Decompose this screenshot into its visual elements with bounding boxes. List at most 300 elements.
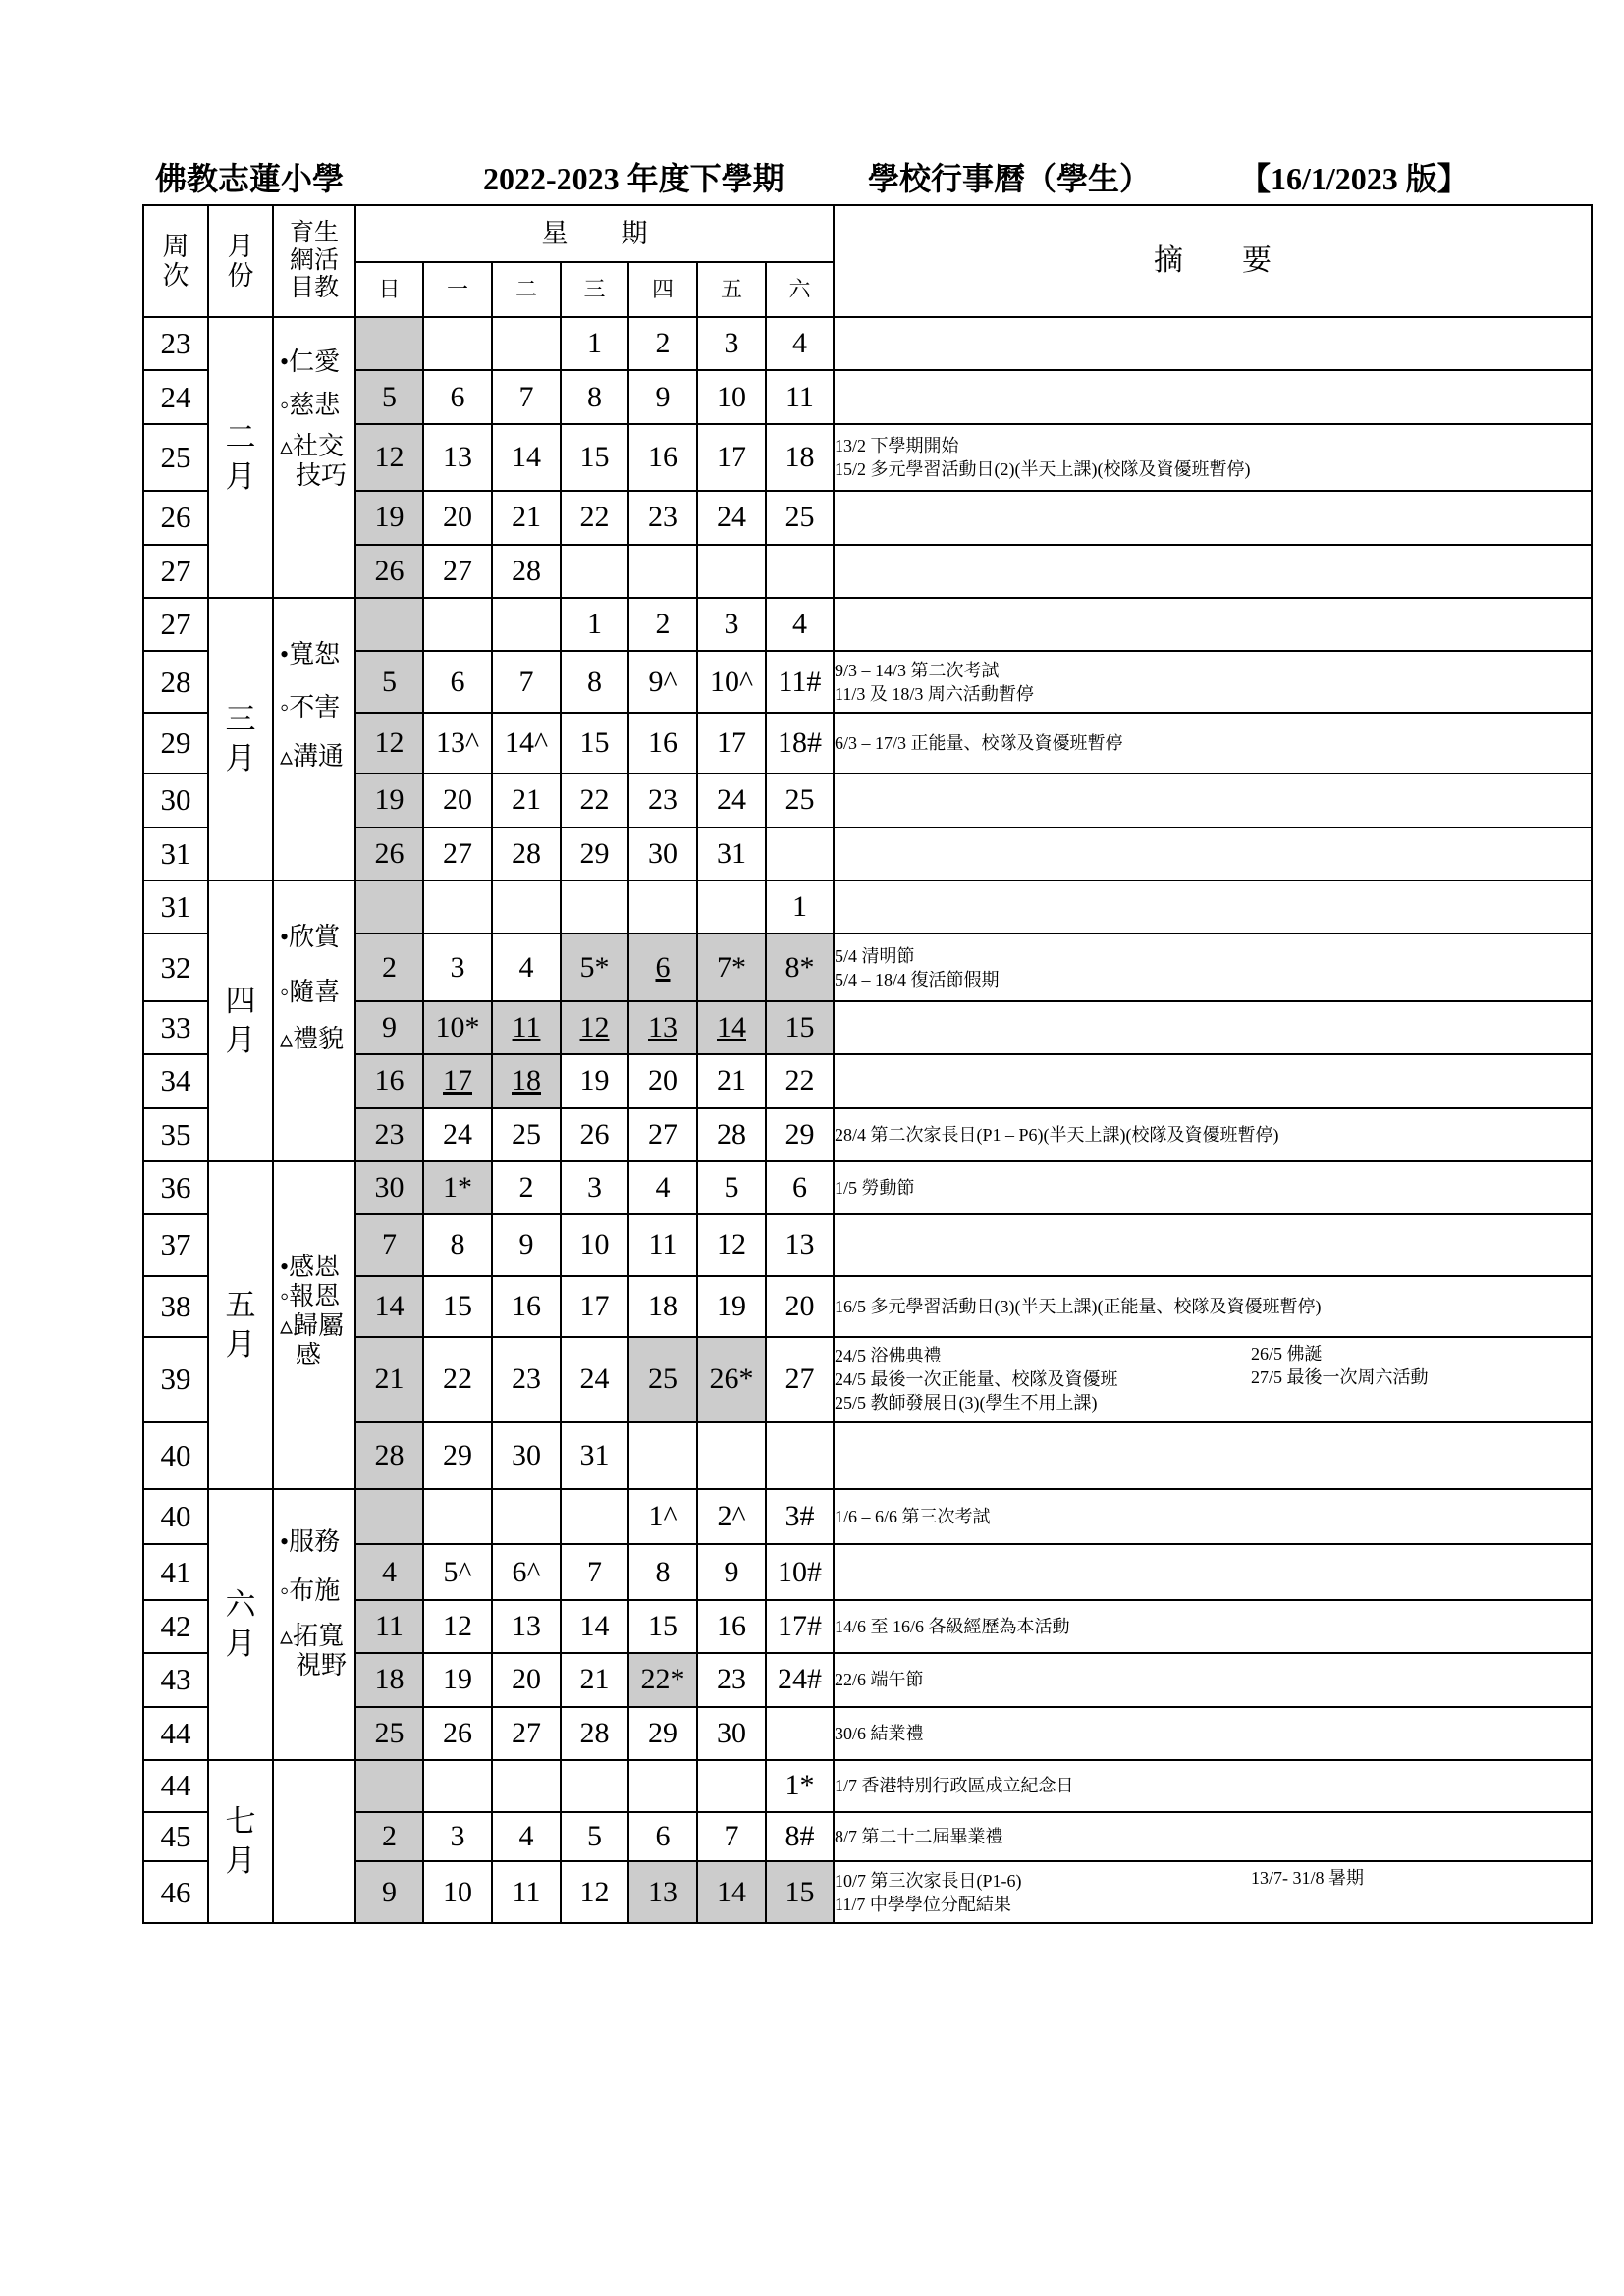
day-cell-thu <box>628 424 697 491</box>
day-header-wed: 三 <box>561 262 628 317</box>
day-number: 26 <box>374 554 405 587</box>
day-number: 15 <box>443 1289 472 1322</box>
day-number: 21 <box>512 501 541 534</box>
moral-theme: •欣賞 <box>280 923 341 951</box>
day-number: 9 <box>655 380 671 413</box>
day-header-sat: 六 <box>766 262 834 317</box>
summary-note: 5/4 – 18/4 復活節假期 <box>835 969 1000 989</box>
day-cell-sat <box>766 651 834 712</box>
day-number: 9 <box>518 1228 534 1261</box>
week-number: 25 <box>143 424 208 491</box>
day-cell-sun <box>355 1653 423 1706</box>
day-cell-sat <box>766 774 834 827</box>
week-row <box>143 1812 1592 1862</box>
month-label <box>208 1161 273 1489</box>
day-cell-sat <box>766 1760 834 1812</box>
day-cell-wed <box>561 1653 628 1706</box>
day-cell-thu <box>628 1276 697 1337</box>
month-label <box>208 317 273 598</box>
day-number: 9 <box>382 1875 397 1908</box>
day-number: 6 <box>655 950 671 984</box>
day-cell-mon <box>423 1214 492 1275</box>
week-row <box>143 1001 1592 1054</box>
day-cell-tue <box>492 1653 561 1706</box>
day-number: 12 <box>374 726 405 759</box>
day-number: 23 <box>374 1117 405 1150</box>
day-number: 8* <box>785 950 815 984</box>
summary-note: 24/5 最後一次正能量、校隊及資優班 <box>835 1369 1118 1390</box>
calendar-title: 學校行事曆（學生） <box>868 161 1152 196</box>
week-row <box>143 1489 1592 1544</box>
day-cell-fri <box>697 881 766 934</box>
day-number: 15 <box>785 1875 815 1908</box>
summary-note: 13/7- 31/8 暑期 <box>1251 1868 1364 1889</box>
week-number: 46 <box>143 1861 208 1923</box>
day-number: 11 <box>512 1875 541 1908</box>
day-cell-fri <box>697 1422 766 1489</box>
day-number: 8 <box>587 665 602 698</box>
day-number: 26* <box>709 1362 754 1396</box>
day-number: 21 <box>374 1362 405 1396</box>
summary-cell <box>834 1001 1592 1054</box>
day-number: 29 <box>579 836 610 870</box>
day-number: 21 <box>717 1064 746 1097</box>
week-row <box>143 651 1592 712</box>
day-number: 3 <box>450 1819 465 1852</box>
day-number: 27 <box>443 554 472 587</box>
school-calendar-table <box>142 204 1593 1924</box>
summary-cell <box>834 317 1592 370</box>
day-number: 17 <box>579 1289 610 1322</box>
day-cell-tue <box>492 1337 561 1422</box>
day-number: 18 <box>512 1064 541 1097</box>
summary-note: 6/3 – 17/3 正能量、校隊及資優班暫停 <box>835 733 1123 753</box>
day-cell-fri <box>697 1001 766 1054</box>
summary-note: 11/7 中學學位分配結果 <box>835 1894 1011 1914</box>
day-cell-mon <box>423 1001 492 1054</box>
day-cell-sat <box>766 881 834 934</box>
week-number: 31 <box>143 828 208 881</box>
summary-note: 1/5 勞動節 <box>835 1178 915 1199</box>
day-number: 27 <box>785 1362 815 1396</box>
day-number: 23 <box>648 783 677 817</box>
day-number: 17 <box>717 726 746 759</box>
day-cell-thu <box>628 491 697 544</box>
day-cell-mon <box>423 545 492 598</box>
moral-theme: 感 <box>296 1341 322 1369</box>
day-cell-tue <box>492 491 561 544</box>
day-number: 12 <box>579 1011 610 1044</box>
day-cell-thu <box>628 1760 697 1812</box>
day-number: 19 <box>579 1064 610 1097</box>
day-number: 28 <box>717 1117 746 1150</box>
summary-note: 1/7 香港特別行政區成立紀念日 <box>835 1776 1074 1796</box>
month-label-text: 四月 <box>225 984 256 1057</box>
day-number: 11 <box>512 1011 541 1044</box>
moral-theme-cell <box>273 317 355 598</box>
day-cell-fri <box>697 1861 766 1923</box>
day-number: 5 <box>587 1819 602 1852</box>
day-cell-wed <box>561 934 628 1000</box>
day-cell-sun <box>355 1489 423 1544</box>
day-cell-tue <box>492 713 561 774</box>
day-number: 2 <box>518 1171 534 1204</box>
day-cell-wed <box>561 774 628 827</box>
day-cell-sat <box>766 1161 834 1214</box>
day-cell-mon <box>423 1812 492 1862</box>
day-number: 25 <box>785 783 815 817</box>
day-cell-tue <box>492 545 561 598</box>
day-cell-thu <box>628 774 697 827</box>
day-cell-mon <box>423 1760 492 1812</box>
day-cell-thu <box>628 651 697 712</box>
day-cell-tue <box>492 828 561 881</box>
day-cell-tue <box>492 1812 561 1862</box>
summary-cell <box>834 1861 1592 1923</box>
week-row <box>143 1600 1592 1653</box>
day-cell-sun <box>355 1276 423 1337</box>
week-number: 28 <box>143 651 208 712</box>
day-number: 15 <box>648 1610 677 1642</box>
day-number: 29 <box>443 1438 472 1471</box>
day-number: 31 <box>717 836 746 870</box>
weekday-group-header: 星 期 <box>355 205 834 262</box>
summary-cell <box>834 424 1592 491</box>
day-number: 26 <box>579 1117 610 1150</box>
term-title: 2022-2023 年度下學期 <box>483 161 785 196</box>
week-row <box>143 1861 1592 1923</box>
day-cell-sun <box>355 651 423 712</box>
moral-theme: ◦報恩 <box>280 1282 341 1310</box>
day-cell-fri <box>697 1276 766 1337</box>
moral-theme: ▵拓寬 <box>280 1622 345 1650</box>
day-number: 27 <box>443 836 472 870</box>
day-number: 31 <box>579 1438 610 1471</box>
moral-theme-cell <box>273 881 355 1161</box>
day-number: 20 <box>785 1289 815 1322</box>
day-number: 7* <box>717 950 746 984</box>
day-cell-wed <box>561 651 628 712</box>
day-number: 1^ <box>648 1500 677 1533</box>
summary-cell <box>834 1653 1592 1706</box>
day-cell-sat <box>766 713 834 774</box>
summary-cell <box>834 1812 1592 1862</box>
day-number: 10* <box>435 1011 480 1044</box>
week-row <box>143 1544 1592 1599</box>
day-cell-mon <box>423 491 492 544</box>
day-number: 20 <box>512 1663 541 1696</box>
day-cell-tue <box>492 1108 561 1161</box>
day-number: 1* <box>443 1171 472 1204</box>
day-cell-mon <box>423 317 492 370</box>
day-number: 22 <box>579 501 610 534</box>
week-row <box>143 828 1592 881</box>
day-cell-fri <box>697 1812 766 1862</box>
day-cell-thu <box>628 1861 697 1923</box>
day-number: 25 <box>374 1716 405 1749</box>
day-cell-sun <box>355 934 423 1000</box>
day-number: 11 <box>785 380 814 413</box>
summary-note: 27/5 最後一次周六活動 <box>1251 1367 1429 1388</box>
moral-theme: ◦隨喜 <box>280 978 341 1006</box>
summary-cell <box>834 491 1592 544</box>
summary-note: 24/5 浴佛典禮 <box>835 1346 942 1366</box>
day-cell-mon <box>423 370 492 423</box>
day-cell-tue <box>492 1760 561 1812</box>
day-number: 1 <box>792 890 807 924</box>
day-cell-thu <box>628 317 697 370</box>
week-number: 33 <box>143 1001 208 1054</box>
day-cell-mon <box>423 881 492 934</box>
day-cell-sun <box>355 774 423 827</box>
day-number: 26 <box>443 1716 472 1749</box>
day-number: 5^ <box>443 1555 472 1588</box>
day-number: 4 <box>518 1819 534 1852</box>
day-number: 13 <box>785 1228 815 1261</box>
summary-note: 10/7 第三次家長日(P1-6) <box>835 1870 1022 1891</box>
day-number: 27 <box>648 1117 677 1150</box>
day-number: 11# <box>778 665 822 698</box>
day-cell-sat <box>766 1861 834 1923</box>
week-row <box>143 1422 1592 1489</box>
day-number: 20 <box>443 501 472 534</box>
day-cell-tue <box>492 934 561 1000</box>
summary-note: 9/3 – 14/3 第二次考試 <box>835 660 1000 680</box>
week-number: 45 <box>143 1812 208 1862</box>
day-number: 29 <box>785 1117 815 1150</box>
day-cell-wed <box>561 317 628 370</box>
day-cell-mon <box>423 1707 492 1760</box>
day-number: 5 <box>382 665 397 698</box>
day-number: 25 <box>648 1362 677 1396</box>
day-number: 19 <box>443 1663 472 1696</box>
summary-cell <box>834 1707 1592 1760</box>
day-cell-tue <box>492 1276 561 1337</box>
day-number: 6^ <box>512 1555 541 1588</box>
day-cell-sat <box>766 317 834 370</box>
week-row <box>143 1276 1592 1337</box>
day-number: 24# <box>778 1663 822 1696</box>
summary-cell <box>834 713 1592 774</box>
day-cell-fri <box>697 828 766 881</box>
day-number: 2 <box>655 327 671 360</box>
day-cell-thu <box>628 598 697 651</box>
day-cell-fri <box>697 1108 766 1161</box>
week-number: 37 <box>143 1214 208 1275</box>
moral-theme: ▵歸屬 <box>280 1311 345 1340</box>
day-cell-sun <box>355 1001 423 1054</box>
day-cell-wed <box>561 1489 628 1544</box>
day-number: 12 <box>374 440 405 473</box>
summary-note: 15/2 多元學習活動日(2)(半天上課)(校隊及資優班暫停) <box>835 458 1251 479</box>
day-number: 18 <box>785 440 815 473</box>
day-cell-sun <box>355 1707 423 1760</box>
day-number: 23 <box>648 501 677 534</box>
summary-cell <box>834 598 1592 651</box>
day-cell-wed <box>561 713 628 774</box>
summary-note: 13/2 下學期開始 <box>835 435 959 455</box>
day-cell-sun <box>355 545 423 598</box>
day-cell-mon <box>423 1276 492 1337</box>
day-number: 8 <box>587 380 602 413</box>
day-number: 21 <box>579 1663 610 1696</box>
day-number: 16 <box>512 1289 541 1322</box>
week-row <box>143 1707 1592 1760</box>
day-number: 7 <box>724 1819 739 1852</box>
day-cell-wed <box>561 1108 628 1161</box>
day-number: 14 <box>579 1610 610 1642</box>
day-cell-fri <box>697 1054 766 1107</box>
day-number: 12 <box>443 1610 472 1642</box>
day-number: 25 <box>512 1117 541 1150</box>
day-number: 7 <box>587 1555 602 1588</box>
day-cell-thu <box>628 713 697 774</box>
day-cell-wed <box>561 1422 628 1489</box>
day-cell-sun <box>355 1422 423 1489</box>
day-number: 28 <box>374 1438 405 1471</box>
day-cell-wed <box>561 598 628 651</box>
week-row <box>143 881 1592 934</box>
day-cell-tue <box>492 370 561 423</box>
day-header-thu: 四 <box>628 262 697 317</box>
day-cell-mon <box>423 1600 492 1653</box>
week-row <box>143 1161 1592 1214</box>
week-number: 38 <box>143 1276 208 1337</box>
day-number: 22* <box>640 1663 685 1696</box>
day-header-fri: 五 <box>697 262 766 317</box>
week-row <box>143 1760 1592 1812</box>
summary-note: 11/3 及 18/3 周六活動暫停 <box>835 683 1034 704</box>
summary-note: 28/4 第二次家長日(P1 – P6)(半天上課)(校隊及資優班暫停) <box>835 1124 1279 1145</box>
summary-cell <box>834 545 1592 598</box>
summary-cell <box>834 774 1592 827</box>
day-number: 6 <box>450 380 465 413</box>
day-number: 4 <box>792 608 807 641</box>
day-number: 2 <box>655 608 671 641</box>
day-cell-wed <box>561 370 628 423</box>
day-cell-thu <box>628 1337 697 1422</box>
day-number: 19 <box>374 783 405 817</box>
day-cell-fri <box>697 545 766 598</box>
day-number: 19 <box>717 1289 746 1322</box>
summary-cell <box>834 1760 1592 1812</box>
day-cell-wed <box>561 1544 628 1599</box>
summary-note-right-column <box>1251 1342 1429 1389</box>
day-number: 13 <box>648 1875 677 1908</box>
day-number: 14 <box>512 440 541 473</box>
day-cell-sun <box>355 1812 423 1862</box>
day-number: 8 <box>450 1228 465 1261</box>
day-number: 1 <box>587 608 602 641</box>
moral-theme-cell <box>273 1161 355 1489</box>
day-cell-fri <box>697 774 766 827</box>
day-number: 30 <box>717 1716 746 1749</box>
day-number: 15 <box>579 440 610 473</box>
day-cell-mon <box>423 424 492 491</box>
day-number: 28 <box>512 554 541 587</box>
day-number: 13^ <box>435 726 480 759</box>
summary-note: 22/6 端午節 <box>835 1670 924 1690</box>
week-row <box>143 1337 1592 1422</box>
day-number: 9^ <box>648 665 677 698</box>
day-cell-mon <box>423 1337 492 1422</box>
moral-theme: ◦不害 <box>280 693 341 721</box>
summary-cell <box>834 934 1592 1000</box>
day-cell-sat <box>766 1489 834 1544</box>
day-cell-fri <box>697 1600 766 1653</box>
week-number: 31 <box>143 881 208 934</box>
day-number: 14 <box>374 1289 405 1322</box>
month-column-header: 月份 <box>208 205 273 317</box>
week-number: 40 <box>143 1489 208 1544</box>
day-number: 12 <box>717 1228 746 1261</box>
day-number: 24 <box>443 1117 472 1150</box>
day-cell-sat <box>766 1812 834 1862</box>
moral-theme: •寬恕 <box>280 640 341 668</box>
day-cell-thu <box>628 1161 697 1214</box>
day-cell-thu <box>628 881 697 934</box>
day-number: 17 <box>443 1064 472 1097</box>
day-cell-thu <box>628 1544 697 1599</box>
day-cell-mon <box>423 774 492 827</box>
day-cell-sun <box>355 1161 423 1214</box>
day-cell-fri <box>697 1653 766 1706</box>
day-number: 4 <box>382 1555 397 1588</box>
summary-note-right-column <box>1251 1866 1364 1890</box>
day-cell-tue <box>492 1161 561 1214</box>
week-row <box>143 491 1592 544</box>
week-number: 32 <box>143 934 208 1000</box>
day-cell-fri <box>697 424 766 491</box>
summary-note: 14/6 至 16/6 各級經歷為本活動 <box>835 1617 1070 1636</box>
week-number: 44 <box>143 1707 208 1760</box>
summary-cell <box>834 828 1592 881</box>
day-cell-sat <box>766 934 834 1000</box>
day-cell-thu <box>628 1054 697 1107</box>
day-cell-thu <box>628 1812 697 1862</box>
day-cell-fri <box>697 1489 766 1544</box>
day-number: 22 <box>443 1362 472 1396</box>
day-cell-sun <box>355 491 423 544</box>
day-number: 7 <box>382 1228 397 1261</box>
day-number: 12 <box>579 1875 610 1908</box>
moral-theme: ◦布施 <box>280 1576 341 1605</box>
week-row <box>143 934 1592 1000</box>
week-number: 42 <box>143 1600 208 1653</box>
day-number: 22 <box>785 1064 815 1097</box>
day-number: 24 <box>579 1362 610 1396</box>
day-cell-wed <box>561 881 628 934</box>
day-cell-thu <box>628 370 697 423</box>
day-cell-wed <box>561 1214 628 1275</box>
summary-column-header: 摘 要 <box>834 205 1592 317</box>
day-number: 13 <box>648 1011 677 1044</box>
day-number: 17 <box>717 440 746 473</box>
day-cell-thu <box>628 1422 697 1489</box>
week-number: 40 <box>143 1422 208 1489</box>
day-number: 18 <box>374 1663 405 1696</box>
month-label <box>208 1760 273 1923</box>
week-number: 39 <box>143 1337 208 1422</box>
day-number: 14 <box>717 1875 746 1908</box>
moral-theme: ▵禮貌 <box>280 1025 345 1053</box>
day-cell-wed <box>561 1600 628 1653</box>
day-cell-wed <box>561 1861 628 1923</box>
summary-cell <box>834 1337 1592 1422</box>
day-cell-thu <box>628 1600 697 1653</box>
day-number: 5 <box>382 380 397 413</box>
day-number: 6 <box>450 665 465 698</box>
